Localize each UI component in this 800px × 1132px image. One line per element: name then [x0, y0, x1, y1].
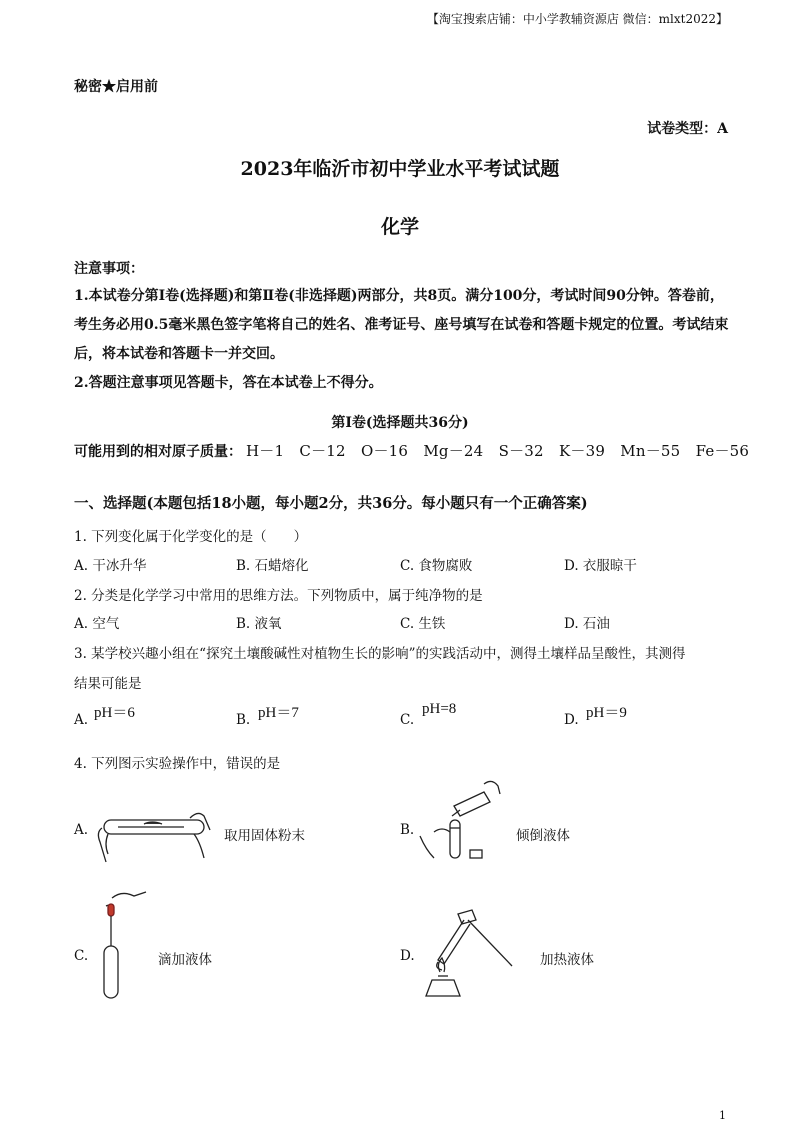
q2-option-a: A. 空气: [74, 616, 120, 632]
q3-option-a-letter: A.: [74, 712, 89, 728]
q4-option-c-caption: 滴加液体: [158, 952, 212, 968]
q4-option-b-caption: 倾倒液体: [516, 828, 570, 844]
question-3-stem-line-2: 结果可能是: [74, 676, 142, 692]
header-note: 【淘宝搜索店铺：中小学教辅资源店 微信：mlxt2022】: [426, 12, 728, 26]
question-1-stem: 1. 下列变化属于化学变化的是（ ）: [74, 529, 308, 545]
q4-option-a-caption: 取用固体粉末: [224, 828, 305, 844]
question-3-stem-line-1: 3. 某学校兴趣小组在“探究土壤酸碱性对植物生长的影响”的实践活动中，测得土壤样品呈酸性，其测得: [74, 646, 686, 662]
q3-option-b-value: pH＝7: [258, 705, 299, 721]
notes-block: [74, 282, 734, 398]
q2-option-c: C. 生铁: [400, 616, 446, 632]
q4-option-d-caption: 加热液体: [540, 952, 594, 968]
q3-option-a-value: pH＝6: [94, 705, 135, 721]
q1-option-c: C. 食物腐败: [400, 558, 473, 574]
secret-mark: 秘密★启用前: [74, 79, 158, 95]
q3-option-d-letter: D.: [564, 712, 579, 728]
page-number: 1: [719, 1109, 726, 1122]
q3-option-b-letter: B.: [236, 712, 251, 728]
q1-option-d: D. 衣服晾干: [564, 558, 637, 574]
test-tube-powder-figure: [94, 800, 212, 870]
q4-option-b-letter: B.: [400, 822, 415, 838]
q2-option-b: B. 液氧: [236, 616, 282, 632]
question-2-stem: 2. 分类是化学学习中常用的思维方法。下列物质中，属于纯净物的是: [74, 588, 483, 604]
question-4-stem: 4. 下列图示实验操作中，错误的是: [74, 756, 281, 772]
q3-option-c-value: pH=8: [422, 701, 457, 717]
q4-option-d-letter: D.: [400, 948, 415, 964]
paper-type: 试卷类型：A: [647, 121, 728, 137]
q4-option-c-letter: C.: [74, 948, 89, 964]
atomic-mass-values: H－1 C－12 O－16 Mg－24 S－32 K－39 Mn－55 Fe－56: [246, 442, 750, 460]
heating-liquid-figure: [414, 906, 520, 1006]
q1-option-a: A. 干冰升华: [74, 558, 147, 574]
dropping-liquid-figure: [94, 888, 154, 1004]
q2-option-d: D. 石油: [564, 616, 610, 632]
volume-1-heading: 第Ⅰ卷(选择题共36分): [331, 415, 469, 431]
q3-option-d-value: pH＝9: [586, 705, 627, 721]
notes-item-1: 1.本试卷分第Ⅰ卷(选择题)和第Ⅱ卷(非选择题)两部分，共8页。满分100分，考试时间90分钟。答卷前，考生务必用0.5毫米黑色签字笔将自己的姓名、准考证号、座号填写在试卷和答题卡规定的位置。考试结束后，将本试卷和答题卡一并交回。: [74, 288, 729, 362]
section-1-heading: 一、选择题(本题包括18小题，每小题2分，共36分。每小题只有一个正确答案): [74, 495, 588, 512]
q3-option-c-letter: C.: [400, 712, 415, 728]
subject-title: 化学: [380, 216, 419, 238]
page-title: 2023年临沂市初中学业水平考试试题: [240, 158, 560, 180]
notes-item-2: 2.答题注意事项见答题卡，答在本试卷上不得分。: [74, 375, 383, 391]
notes-heading: 注意事项：: [74, 261, 144, 277]
q4-option-a-letter: A.: [74, 822, 89, 838]
atomic-mass-label: 可能用到的相对原子质量：: [74, 444, 242, 460]
atomic-mass-line: [74, 440, 749, 461]
q1-option-b: B. 石蜡熔化: [236, 558, 309, 574]
pouring-liquid-figure: [414, 776, 504, 866]
